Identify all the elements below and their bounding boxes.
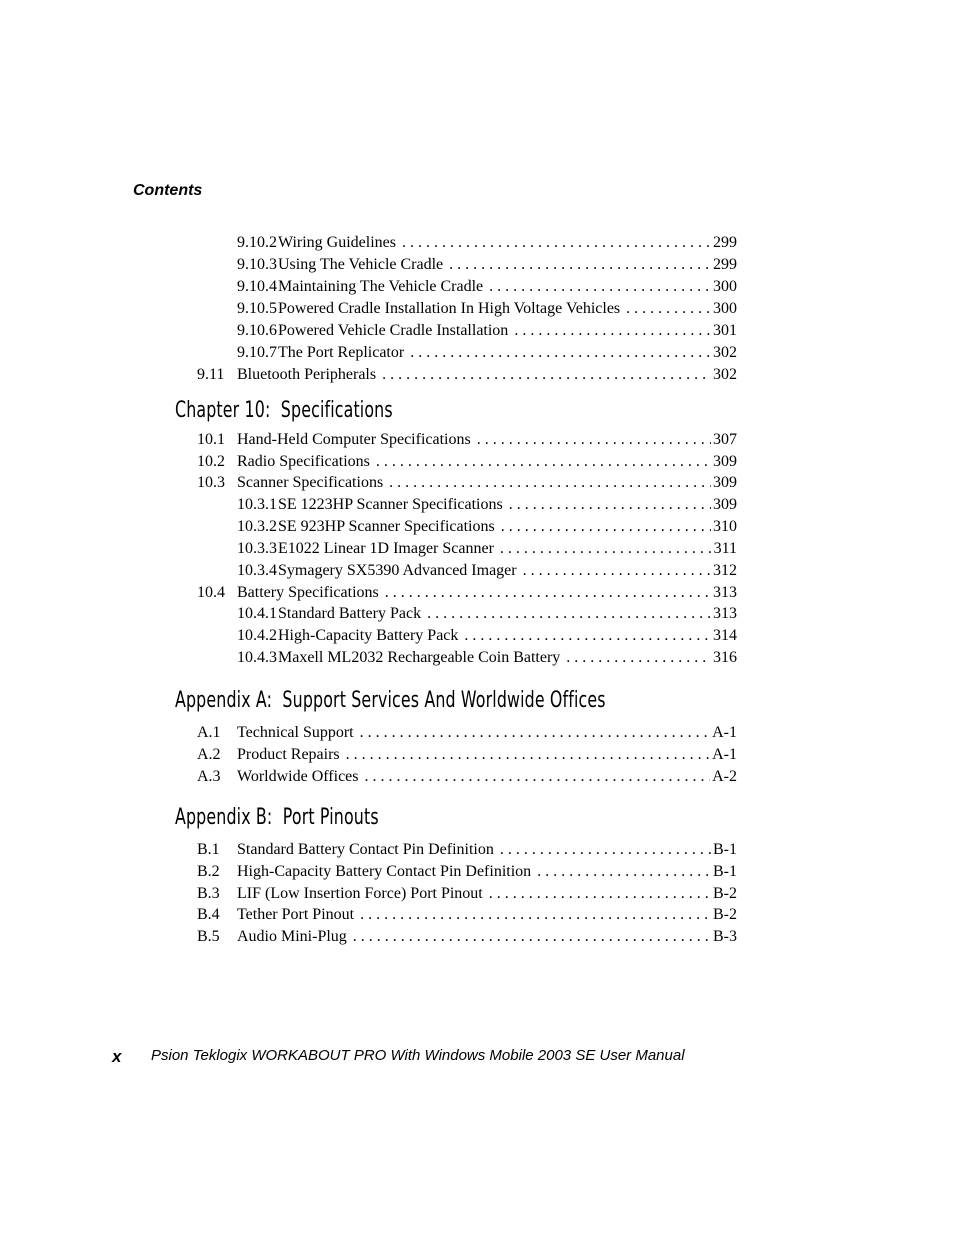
dot-leader [495,516,711,538]
dot-leader [354,722,710,744]
toc-entry[interactable]: A.1 Technical Support . . . A-1 [197,722,737,744]
dot-leader [421,603,711,625]
toc-entry[interactable]: 9.10.4 Maintaining The Vehicle Cradle . . . 300 [197,276,737,298]
dot-leader [620,298,711,320]
dot-leader [347,926,711,948]
toc-entry[interactable]: 10.4.2 High-Capacity Battery Pack . . . 314 [197,625,737,647]
toc-entry[interactable]: 10.4.1 Standard Battery Pack . . . 313 [197,603,737,625]
chapter-heading[interactable]: Chapter 10: Specifications [175,398,393,423]
running-header: Contents [133,182,203,199]
toc-entry[interactable]: B.1 Standard Battery Contact Pin Definition . . . B-1 [197,839,737,861]
toc-entry[interactable]: B.4 Tether Port Pinout . . . B-2 [197,904,737,926]
toc-entry[interactable]: 10.4.3 Maxell ML2032 Rechargeable Coin Battery . . . 316 [197,647,737,669]
toc-entry[interactable]: B.3 LIF (Low Insertion Force) Port Pinout . . . B-2 [197,883,737,905]
dot-leader [483,276,711,298]
dot-leader [383,472,711,494]
page-number: x [112,1047,122,1066]
toc-entry[interactable]: 10.3.1 SE 1223HP Scanner Specifications . . . 309 [197,494,737,516]
dot-leader [379,582,711,604]
toc-entry[interactable]: 9.10.6 Powered Vehicle Cradle Installation . . . 301 [197,320,737,342]
dot-leader [370,451,711,473]
dot-leader [376,364,711,386]
dot-leader [508,320,711,342]
toc-entry[interactable]: 10.3.2 SE 923HP Scanner Specifications . . . 310 [197,516,737,538]
dot-leader [531,861,711,883]
dot-leader [443,254,711,276]
dot-leader [560,647,711,669]
dot-leader [471,429,711,451]
toc-entry[interactable]: 10.3.4 Symagery SX5390 Advanced Imager . . . 312 [197,560,737,582]
toc-entry[interactable]: 9.10.2 Wiring Guidelines . . . 299 [197,232,737,254]
dot-leader [517,560,711,582]
toc-entry[interactable]: B.2 High-Capacity Battery Contact Pin Definition . . . B-1 [197,861,737,883]
dot-leader [494,538,712,560]
dot-leader [483,883,711,905]
toc-entry[interactable]: A.2 Product Repairs . . . A-1 [197,744,737,766]
footer-title: Psion Teklogix WORKABOUT PRO With Windows Mobile 2003 SE User Manual [151,1047,685,1064]
toc-entry[interactable]: 10.2 Radio Specifications . . . 309 [197,451,737,473]
appendix-heading[interactable]: Appendix B: Port Pinouts [175,805,379,830]
toc-entry[interactable]: 10.1 Hand-Held Computer Specifications . . . 307 [197,429,737,451]
dot-leader [458,625,711,647]
toc-entry[interactable]: 10.3.3 E1022 Linear 1D Imager Scanner . . . 311 [197,538,737,560]
toc-entry[interactable]: 9.10.7 The Port Replicator . . . 302 [197,342,737,364]
toc-entry[interactable]: 10.4 Battery Specifications . . . 313 [197,582,737,604]
toc-entry[interactable]: 9.10.5 Powered Cradle Installation In High Voltage Vehicles . . . 300 [197,298,737,320]
toc-entry[interactable]: 9.10.3 Using The Vehicle Cradle . . . 299 [197,254,737,276]
appendix-heading[interactable]: Appendix A: Support Services And Worldwide Offices [175,688,606,713]
dot-leader [340,744,710,766]
dot-leader [494,839,711,861]
dot-leader [359,766,711,788]
dot-leader [404,342,711,364]
toc-entry[interactable]: A.3 Worldwide Offices . . . A-2 [197,766,737,788]
toc-entry[interactable]: 10.3 Scanner Specifications . . . 309 [197,472,737,494]
toc-entry[interactable]: B.5 Audio Mini-Plug . . . B-3 [197,926,737,948]
dot-leader [396,232,711,254]
dot-leader [503,494,711,516]
toc-entry[interactable]: 9.11 Bluetooth Peripherals . . . 302 [197,364,737,386]
dot-leader [354,904,711,926]
